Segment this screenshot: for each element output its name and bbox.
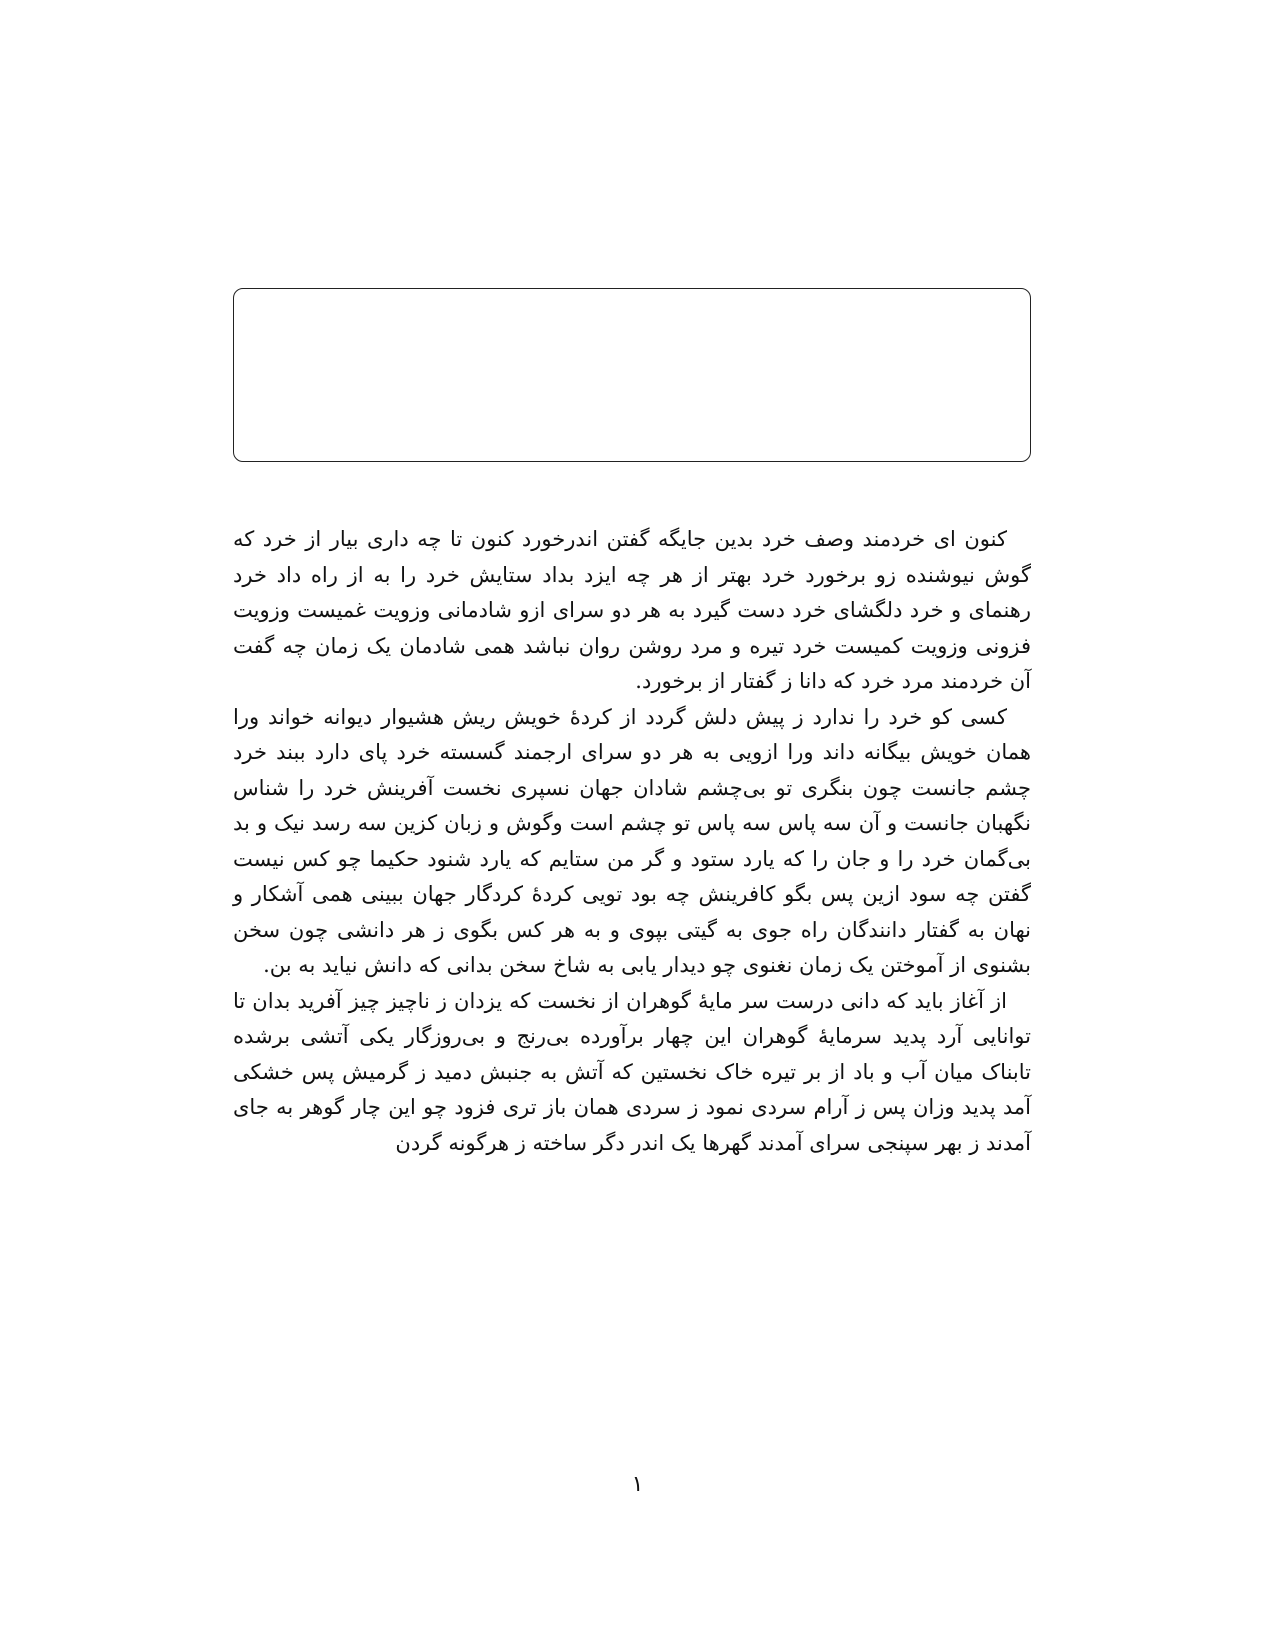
page-number: ۱ — [631, 1472, 644, 1497]
paragraph-3: از آغاز باید که دانی درست سر مایهٔ گوهران از نخست که یزدان ز ناچیز چیز آفرید بدان تا توانایی آرد پدید سرمایهٔ گوهران این چهار برآورده بی‌رنج و بی‌روزگار یکی آتشی برشده تابناک میان آب و باد از بر تیره خاک نخستین که آتش به جنبش دمید ز گرمیش پس خشکی آمد پدید وزان پس ز آرام سردی نمود ز سردی همان باز تری فزود چو این چار گوهر به جای آمدند ز بهر سپنجی سرای آمدند گهرها یک اندر دگر ساخته ز هرگونه گردن — [233, 988, 1031, 1155]
paragraph-2: کسی کو خرد را ندارد ز پیش دلش گردد از کردهٔ خویش ریش هشیوار دیوانه خواند ورا همان خویش بیگانه داند ورا ازویی به هر دو سرای ارجمند گسسته خرد پای دارد ببند خرد چشم جانست چون بنگری تو بی‌چشم شادان جهان نسپری نخست آفرینش خرد را شناس نگهبان جانست و آن سه پاس سه پاس تو چشم است وگوش و زبان کزین سه رسد نیک و بد بی‌گمان خرد را و جان را که یارد ستود و گر من ستایم که یارد شنود حکیما چو کس نیست گفتن چه سود ازین پس بگو کافرینش چه بود تویی کردهٔ کردگار جهان ببینی همی آشکار و نهان به گفتار دانندگان راه جوی به گیتی بپوی و به هر کس بگوی ز هر دانشی چون سخن بشنوی از آموختن یک زمان نغنوی چو دیدار یابی به شاخ سخن بدانی که دانش نیاید به بن. — [233, 704, 1031, 977]
body-text — [233, 522, 1031, 1161]
empty-frame-box — [233, 288, 1031, 462]
paragraph-1: کنون ای خردمند وصف خرد بدین جایگه گفتن اندرخورد کنون تا چه داری بیار از خرد که گوش نیوشنده زو برخورد خرد بهتر از هر چه ایزد بداد ستایش خرد را به از راه داد خرد رهنمای و خرد دلگشای خرد دست گیرد به هر دو سرای ازو شادمانی وزویت غمیست وزویت فزونی وزویت کمیست خرد تیره و مرد روشن روان نباشد همی شادمان یک زمان چه گفت آن خردمند مرد خرد که دانا ز گفتار از برخورد. — [233, 527, 1031, 693]
